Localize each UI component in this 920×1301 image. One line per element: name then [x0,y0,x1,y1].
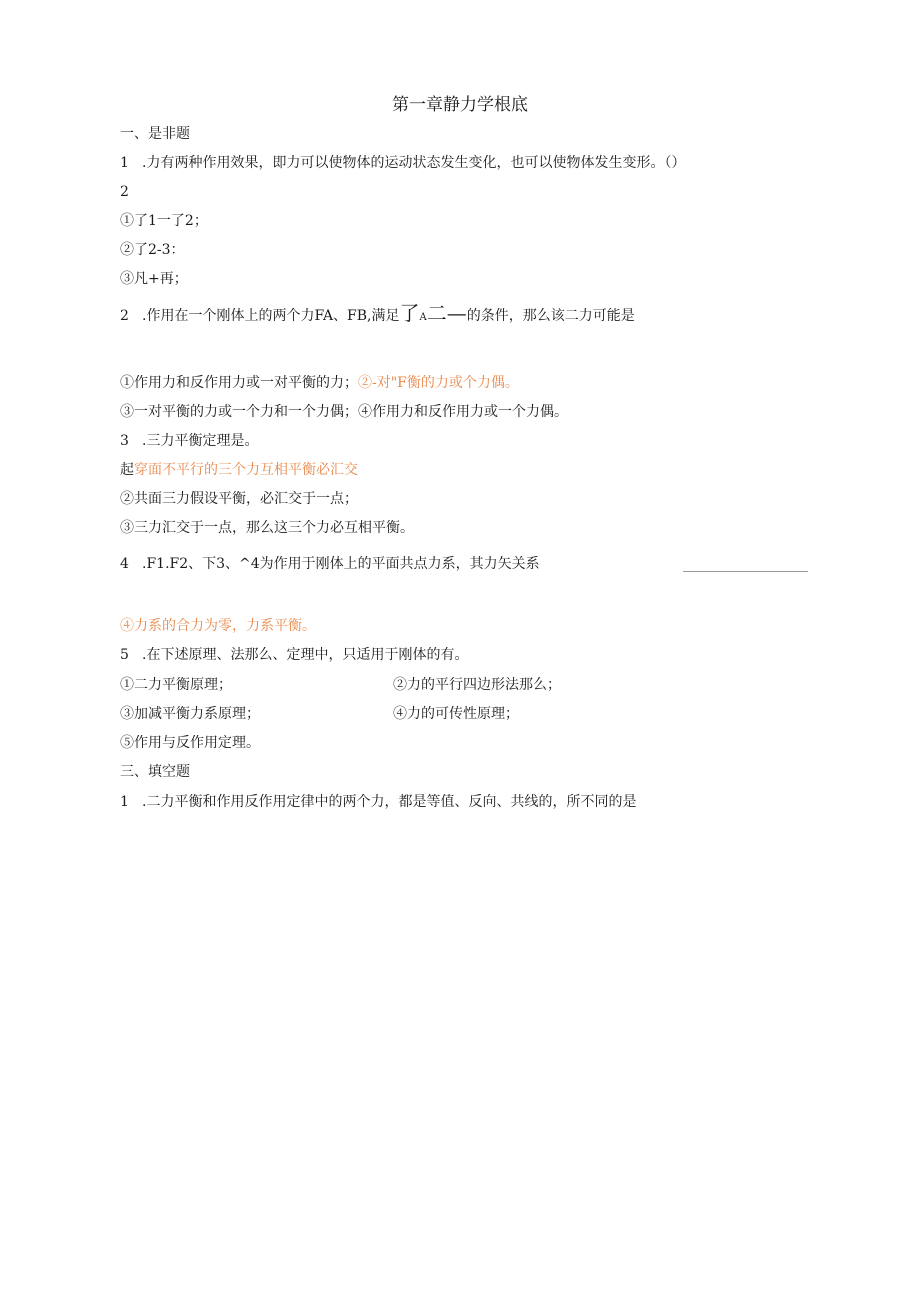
question-3 [120,432,258,450]
question-text: .作用在一个刚体上的两个力FA、FB,满足 [142,308,400,324]
question-number: 2 [120,308,129,324]
highlighted-answer: 穿面不平行的三个力互相平衡必汇交 [134,462,358,478]
question-text: 的条件，那么该二力可能是 [466,308,635,324]
fill-question-1 [120,793,636,811]
option-line [120,374,519,392]
question-number: 4 [120,556,129,572]
question-text: .在下述原理、法那么、定理中，只适用于刚体的有。 [142,647,469,663]
question-text: .F1.F2、下3、^4为作用于刚体上的平面共点力系，其力矢关系 [142,556,540,572]
question-5 [120,646,468,664]
formula-glyph: 了 [399,301,420,325]
highlighted-answer: ②-对"F衡的力或个力偶。 [358,375,519,391]
question-2 [120,301,635,327]
formula-glyph: A [419,312,427,323]
option-text: ①作用力和反作用力或一对平衡的力； [120,375,358,391]
option-line: ②了2-3： [120,242,185,258]
question-text: .力有两种作用效果，即力可以使物体的运动状态发生变化，也可以使物体发生变形。（） [142,155,686,171]
page-title: 第一章静力学根底 [392,95,528,115]
option-line: ③一对平衡的力或一个力和一个力偶；④作用力和反作用力或一个力偶。 [120,404,568,420]
number-2: 2 [120,184,129,200]
option-line: ①二力平衡原理； [120,677,232,693]
formula-glyph: 二— [426,301,467,325]
question-number: 1 [120,155,129,171]
question-text: .三力平衡定理是。 [142,433,259,449]
option-line: ③三力汇交于一点，那么这三个力必互相平衡。 [120,520,414,536]
question-text: .二力平衡和作用反作用定律中的两个力，都是等值、反向、共线的，所不同的是 [142,794,637,810]
option-line: ④力的可传性原理； [393,706,519,722]
option-line: ③加减平衡力系原理； [120,706,260,722]
section-heading-true-false: 一、是非题 [120,126,190,142]
option-line [120,461,358,479]
option-line: ①了1一了2； [120,213,208,229]
question-number: 1 [120,794,129,810]
option-line: ⑤作用与反作用定理。 [120,735,260,751]
question-4 [120,555,540,573]
option-line: ②共面三力假设平衡，必汇交于一点； [120,491,358,507]
answer-blank-line [683,571,808,572]
option-line: ②力的平行四边形法那么； [393,677,561,693]
section-heading-fill-blank: 三、填空题 [120,764,190,780]
question-number: 3 [120,433,129,449]
option-line: ③凡+再； [120,271,188,287]
option-text: 起 [120,462,134,478]
question-1 [120,154,685,172]
question-number: 5 [120,647,129,663]
highlighted-answer: ④力系的合力为零，力系平衡。 [120,618,316,634]
